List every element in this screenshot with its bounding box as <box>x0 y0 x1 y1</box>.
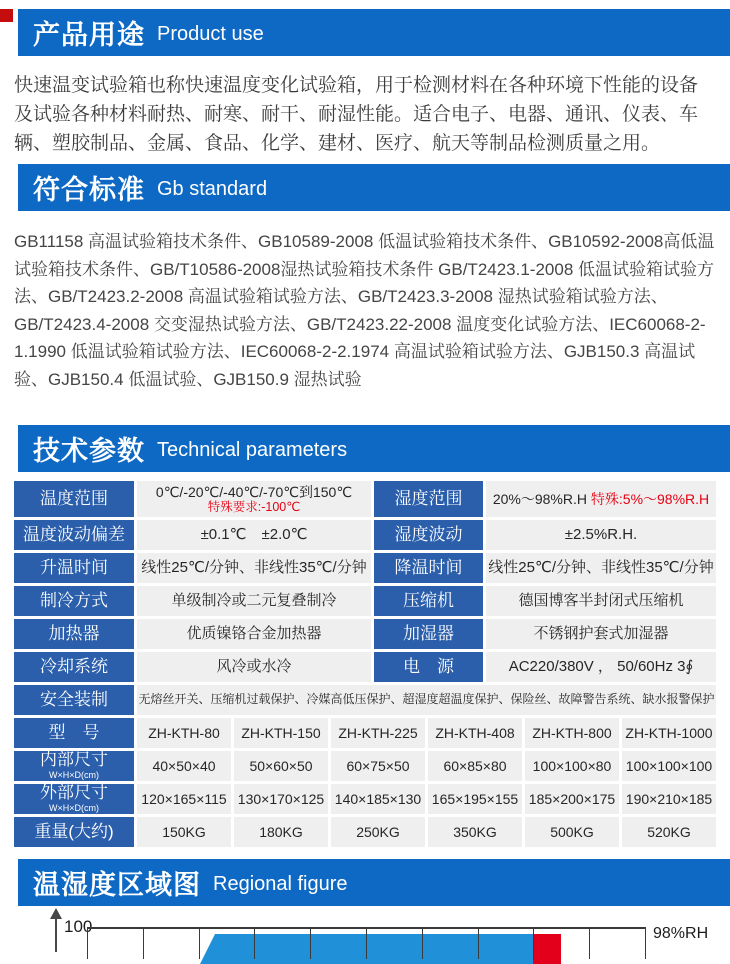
value-main: 20%～98%R.H <box>492 490 587 507</box>
table-row <box>14 586 716 616</box>
weight-cell: 350KG <box>428 817 522 847</box>
header-title-en: Regional figure <box>213 873 348 895</box>
size-cell: 100×100×100 <box>622 751 716 781</box>
size-cell: 100×100×80 <box>525 751 619 781</box>
row-label: 制冷方式 <box>14 586 134 616</box>
row-label: 加湿器 <box>374 619 483 649</box>
size-cell: 185×200×175 <box>525 784 619 814</box>
row-label: 安全装制 <box>14 685 134 715</box>
row-label <box>14 784 134 814</box>
size-cell: 60×75×50 <box>331 751 425 781</box>
row-label: 湿度范围 <box>374 481 483 517</box>
row-label: 重量(大约) <box>14 817 134 847</box>
model-cell: ZH-KTH-150 <box>234 718 328 748</box>
size-cell: 60×85×80 <box>428 751 522 781</box>
size-cell: 140×185×130 <box>331 784 425 814</box>
row-value: ±0.1℃ ±2.0℃ <box>137 520 371 550</box>
row-label: 压缩机 <box>374 586 483 616</box>
grid-cell <box>590 929 646 959</box>
header-title-zh: 符合标准 <box>33 175 145 205</box>
header-title-zh: 温湿度区域图 <box>33 870 201 900</box>
grid-cell <box>255 929 311 959</box>
model-cell: ZH-KTH-408 <box>428 718 522 748</box>
table-row <box>14 481 716 517</box>
grid-cell <box>534 929 590 959</box>
header-title-en: Technical parameters <box>157 439 348 461</box>
row-value: 不锈钢护套式加湿器 <box>486 619 716 649</box>
chart-grid <box>87 927 646 959</box>
table-row <box>14 520 716 550</box>
header-title-en: Gb standard <box>157 178 268 200</box>
model-cell: ZH-KTH-80 <box>137 718 231 748</box>
row-label-sub: W×H×D(cm) <box>49 802 99 813</box>
humidity-temperature-region-chart <box>0 908 730 948</box>
row-label: 降温时间 <box>374 553 483 583</box>
size-cell: 120×165×115 <box>137 784 231 814</box>
grid-cell <box>367 929 423 959</box>
row-label-main: 内部尺寸 <box>40 750 108 770</box>
row-label <box>14 751 134 781</box>
row-value: 德国博客半封闭式压缩机 <box>486 586 716 616</box>
row-value: 线性25℃/分钟、非线性35℃/分钟 <box>137 553 371 583</box>
standards-text: GB11158 高温试验箱技术条件、GB10589-2008 低温试验箱技术条件、GB10592-2008高低温试验箱技术条件、GB/T10586-2008湿热试验箱技术条件 GB/T2423.1-2008 低温试验箱试验方法、GB/T2423.2-2008 高温试验箱试验方法、GB/T2423.3-2008 湿热试验箱试验方法、GB/T2423.4-2008 交变湿热试验方法、GB/T2423.22-2008 温度变化试验方法、IEC60068-2-1.1990 低温试验箱试验方法、IEC60068-2-2.1974 高温试验箱试验方法、GJB150.3 高温试验、GJB150.4 低温试验、GJB150.9 湿热试验 <box>14 232 715 389</box>
row-label: 型 号 <box>14 718 134 748</box>
row-label: 温度范围 <box>14 481 134 517</box>
row-value: AC220/380V ， 50/60Hz 3∮ <box>486 652 716 682</box>
row-label-sub: W×H×D(cm) <box>49 769 99 780</box>
model-cell: ZH-KTH-800 <box>525 718 619 748</box>
row-value: 优质镍铬合金加热器 <box>137 619 371 649</box>
corner-accent <box>0 9 13 22</box>
value-special: 特殊要求:-100℃ <box>207 499 301 514</box>
row-label: 冷却系统 <box>14 652 134 682</box>
value-combined <box>493 491 709 507</box>
section-header-regional-figure <box>18 859 730 906</box>
table-row <box>14 553 716 583</box>
section-header-product-use <box>18 9 730 56</box>
row-label: 湿度波动 <box>374 520 483 550</box>
row-label: 温度波动偏差 <box>14 520 134 550</box>
row-value: 风冷或水冷 <box>137 652 371 682</box>
weight-cell: 250KG <box>331 817 425 847</box>
row-label-main: 外部尺寸 <box>40 783 108 803</box>
header-title-zh: 技术参数 <box>33 436 145 466</box>
grid-cell <box>479 929 535 959</box>
size-cell: 165×195×155 <box>428 784 522 814</box>
model-cell: ZH-KTH-1000 <box>622 718 716 748</box>
table-row <box>14 619 716 649</box>
grid-cell <box>144 929 200 959</box>
model-cell: ZH-KTH-225 <box>331 718 425 748</box>
grid-cell <box>423 929 479 959</box>
spec-table <box>14 481 716 847</box>
weight-cell: 150KG <box>137 817 231 847</box>
header-title-en: Product use <box>157 23 264 45</box>
table-row-inner-size <box>14 751 716 781</box>
size-cell: 130×170×125 <box>234 784 328 814</box>
header-title-zh: 产品用途 <box>33 20 145 50</box>
section-header-standard <box>18 164 730 211</box>
row-value: 线性25℃/分钟、非线性35℃/分钟 <box>486 553 716 583</box>
weight-cell: 500KG <box>525 817 619 847</box>
value-main: 0℃/-20℃/-40℃/-70℃到150℃ <box>155 483 353 500</box>
row-label: 加热器 <box>14 619 134 649</box>
row-value <box>486 481 716 517</box>
weight-cell: 520KG <box>622 817 716 847</box>
value-special: 特殊:5%～98%R.H <box>590 490 710 507</box>
row-value: ±2.5%R.H. <box>486 520 716 550</box>
row-label: 升温时间 <box>14 553 134 583</box>
table-row-outer-size <box>14 784 716 814</box>
grid-cell <box>200 929 256 959</box>
section-header-tech-params <box>18 425 730 472</box>
row-label: 电 源 <box>374 652 483 682</box>
row-value <box>137 481 371 517</box>
weight-cell: 180KG <box>234 817 328 847</box>
product-use-text: 快速温变试验箱也称快速温度变化试验箱，用于检测材料在各种环境下性能的设备及试验各种材料耐热、耐寒、耐干、耐湿性能。适合电子、电器、通讯、仪表、车辆、塑胶制品、金属、食品、化学、建材、医疗、航天等制品检测质量之用。 <box>14 75 699 154</box>
row-value: 无熔丝开关、压缩机过载保护、冷媒高低压保护、超湿度超温度保护、保险丝、故障警告系统、缺水报警保护 <box>137 685 716 715</box>
y-axis-line <box>55 918 57 952</box>
grid-cell <box>87 929 144 959</box>
size-cell: 40×50×40 <box>137 751 231 781</box>
table-row-safety <box>14 685 716 715</box>
y-axis-max-label: 100 <box>64 917 93 936</box>
table-row-models <box>14 718 716 748</box>
table-row-weight <box>14 817 716 847</box>
size-cell: 50×60×50 <box>234 751 328 781</box>
size-cell: 190×210×185 <box>622 784 716 814</box>
rh-max-label: 98%RH <box>653 925 709 942</box>
row-value: 单级制冷或二元复叠制冷 <box>137 586 371 616</box>
table-row <box>14 652 716 682</box>
grid-cell <box>311 929 367 959</box>
